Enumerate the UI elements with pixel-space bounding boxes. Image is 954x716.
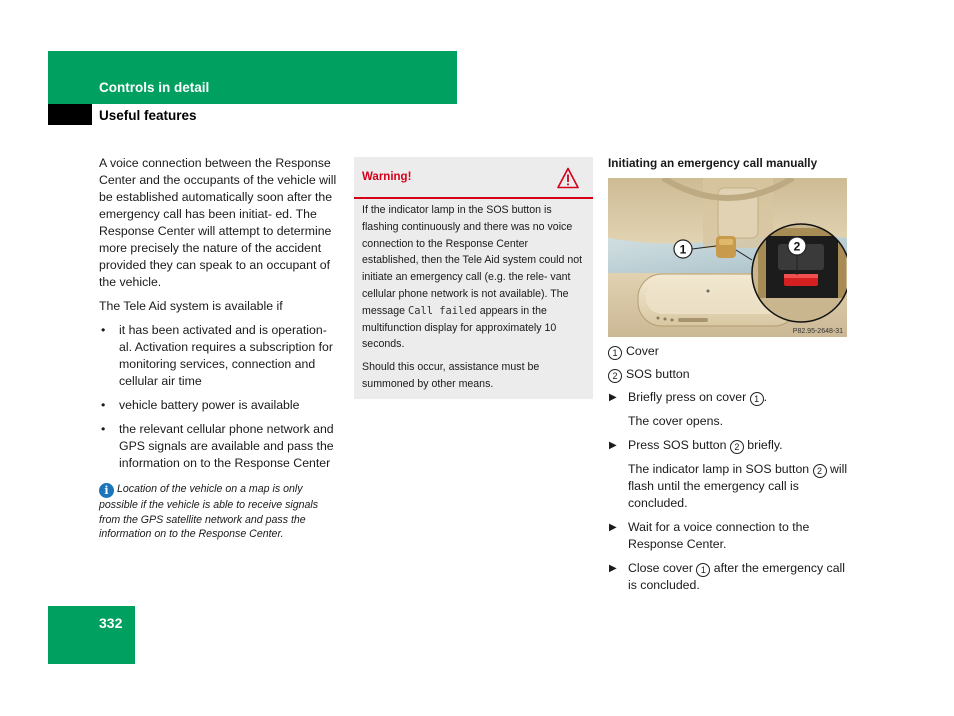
step-text: Briefly press on cover — [628, 390, 750, 404]
left-column — [99, 155, 339, 542]
step-result — [608, 461, 848, 512]
step-text: after the emergency call is concluded. — [628, 561, 845, 592]
intro-paragraph: A voice connection between the Response Center and the occupants of the vehicle will be established automatically soon after the emergency call has been initiat- ed. The Response Center will attempt to determine more precisely the nature of the accident provided they can speak to an occupant of the vehicle. — [99, 156, 337, 289]
list-item — [99, 397, 339, 414]
bullet-icon: • — [101, 422, 106, 436]
legend-item-sos-button — [608, 366, 848, 383]
step-text: briefly. — [743, 438, 783, 452]
bullet-text: vehicle battery power is available — [119, 398, 300, 412]
warning-body — [362, 202, 586, 399]
section-title: Controls in detail — [99, 80, 210, 95]
availability-paragraph: The Tele Aid system is available if — [99, 299, 283, 313]
legend-item-cover — [608, 343, 848, 360]
warning-text-part: appears in the multifunction display for approximately 10 seconds. — [362, 304, 557, 351]
legend-label: Cover — [626, 344, 659, 358]
step-arrow-icon: ▶ — [609, 522, 617, 533]
bullet-text: it has been activated and is operation- al. Activation requires a subscription for monitoring services, connection and cellular air time — [119, 323, 333, 388]
step-arrow-icon: ▶ — [609, 440, 617, 451]
overhead-console-figure — [608, 178, 847, 337]
procedure-title: Initiating an emergency call manually — [608, 156, 818, 170]
procedure-steps — [608, 343, 848, 601]
warning-paragraph — [362, 202, 586, 353]
page-number: 332 — [99, 615, 123, 631]
bullet-icon: • — [101, 323, 106, 337]
step-text: Close cover — [628, 561, 697, 575]
step-text: Wait for a voice connection to the Response Center. — [628, 520, 810, 551]
bullet-text: the relevant cellular phone network and GPS signals are available and pass the information on to the Response Center — [119, 422, 334, 470]
step-text: . — [763, 390, 768, 404]
warning-title: Warning! — [362, 171, 412, 183]
warning-text-part: If the indicator lamp in the SOS button is flashing continuously and there was no voice connection to the Response Center established, then the Tele Aid system could not initiate an emergency call (e.g. the rele- vant cellular phone network is not available). The message — [362, 204, 583, 317]
list-item — [99, 421, 339, 472]
info-note-text: Location of the vehicle on a map is only possible if the vehicle is able to receive signals from the GPS satellite network and pass the information on to the Response Center. — [99, 483, 319, 540]
step-item — [608, 389, 848, 406]
step-arrow-icon: ▶ — [609, 392, 617, 403]
subsection-title: Useful features — [99, 108, 197, 123]
callout-1: 1 — [679, 242, 687, 257]
subsection-marker — [48, 104, 92, 125]
warning-paragraph: Should this occur, assistance must be summoned by other means. — [362, 361, 540, 390]
callout-2: 2 — [793, 239, 801, 254]
section-header-bar — [48, 51, 457, 104]
step-item — [608, 519, 848, 553]
bullet-icon: • — [101, 398, 106, 412]
step-text: will flash until the emergency call is concluded. — [628, 462, 848, 510]
warning-divider — [354, 197, 593, 199]
step-text: Press SOS button — [628, 438, 730, 452]
figure-code: P82.95-2648-31 — [792, 328, 843, 335]
number-2-icon: 2 — [813, 464, 827, 478]
info-icon: i — [99, 483, 114, 498]
number-1-icon: 1 — [750, 392, 764, 406]
call-failed-message: Call failed — [407, 304, 477, 317]
number-2-icon: 2 — [608, 369, 622, 383]
step-item — [608, 437, 848, 454]
legend-label: SOS button — [626, 367, 690, 381]
number-1-icon: 1 — [608, 346, 622, 360]
warning-triangle-icon — [557, 167, 579, 189]
list-item — [99, 322, 339, 390]
number-2-icon: 2 — [730, 440, 744, 454]
step-arrow-icon: ▶ — [609, 563, 617, 574]
step-item — [608, 560, 848, 594]
step-result: The cover opens. — [628, 414, 724, 428]
number-1-icon: 1 — [696, 563, 710, 577]
step-text: The indicator lamp in SOS button — [628, 462, 813, 476]
info-note — [99, 482, 339, 542]
